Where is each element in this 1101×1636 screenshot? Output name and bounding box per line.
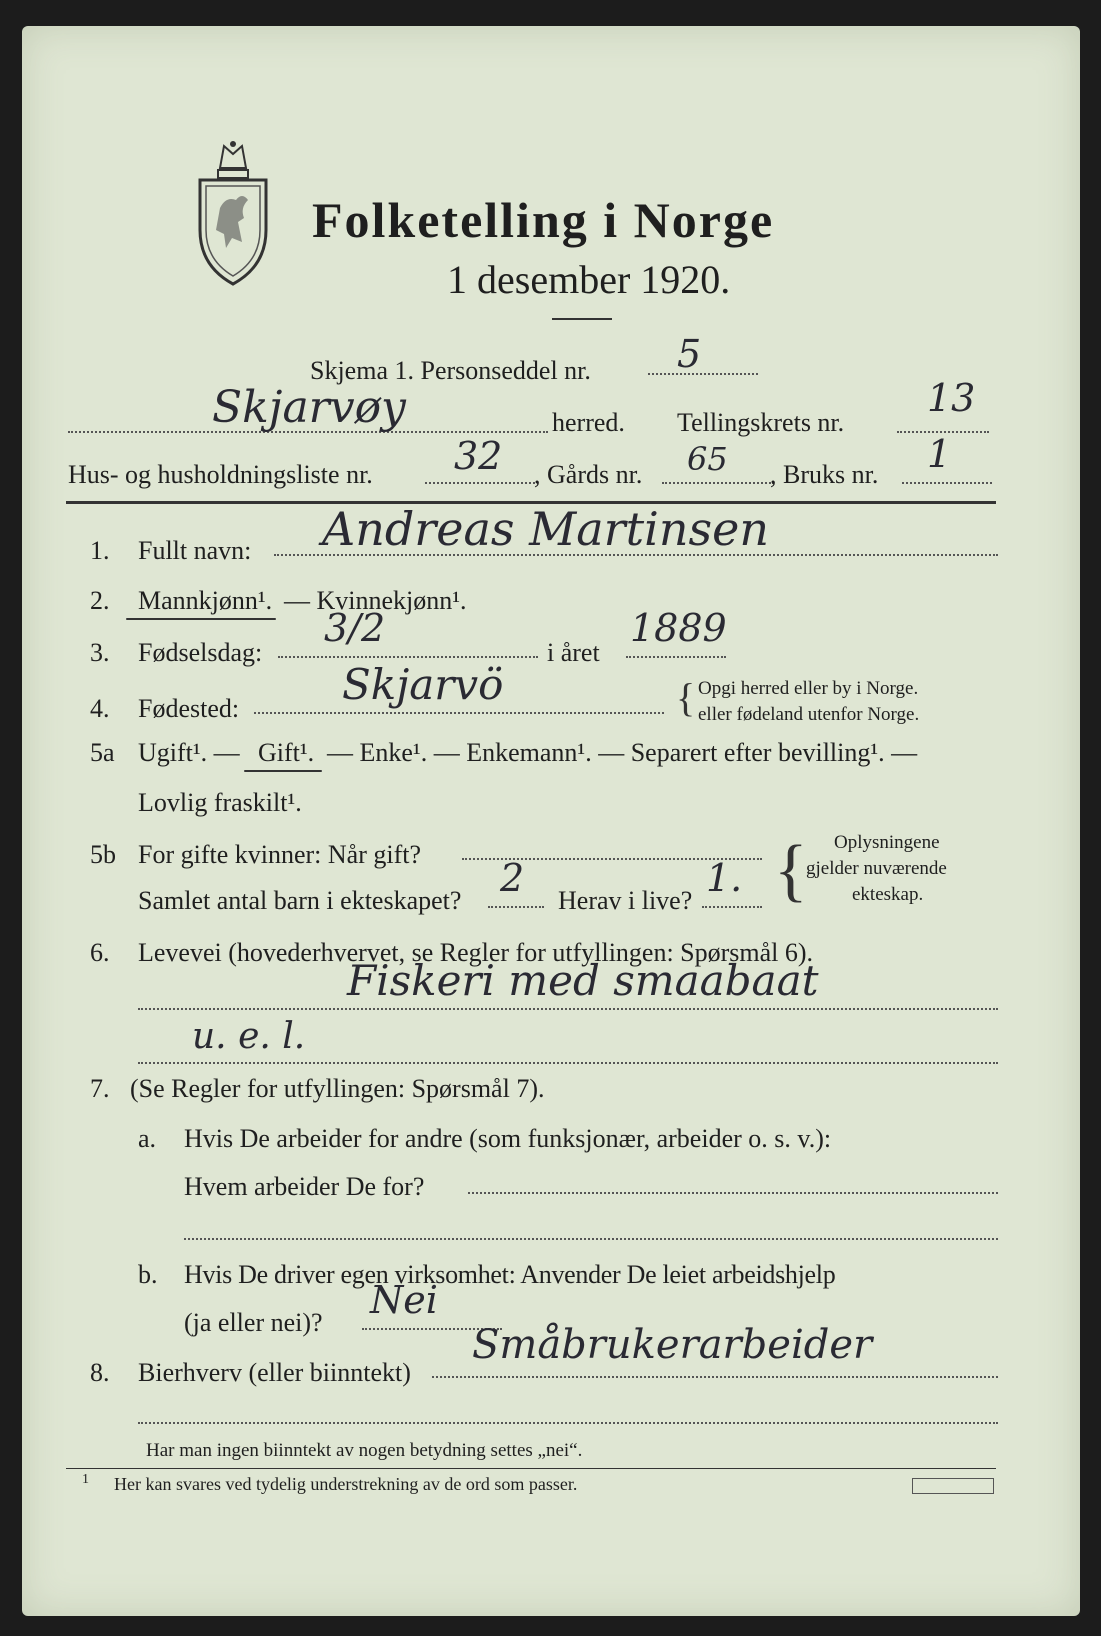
q4-number: 4. [90, 694, 110, 723]
no-income-note: Har man ingen biinntekt av nogen betydning settes „nei“. [146, 1440, 583, 1461]
q1-number: 1. [90, 536, 110, 565]
q3-number: 3. [90, 638, 110, 667]
form-title: Folketelling i Norge [312, 192, 775, 248]
male-underline-mark [126, 618, 276, 620]
birthplace-field[interactable]: Skjarvö [342, 660, 504, 709]
options-widow-separated[interactable]: — Enke¹. — Enkemann¹. — Separert efter bevilling¹. — [327, 738, 918, 767]
birth-year-field[interactable]: 1889 [630, 606, 727, 650]
printer-stamp [912, 1478, 994, 1494]
q8-number: 8. [90, 1358, 110, 1387]
employer-line-2[interactable] [184, 1238, 998, 1240]
footnote-text: Her kan svares ved tydelig understrekning av de ord som passer. [114, 1474, 578, 1494]
herred-label: herred. [552, 408, 625, 437]
farm-field-line [662, 482, 774, 484]
birthdate-line [278, 656, 538, 658]
alive-count-field[interactable]: 1. [706, 856, 743, 900]
schema-label: Skjema 1. Personseddel nr. [310, 356, 591, 385]
brace-icon: { [676, 675, 696, 720]
q6-number: 6. [90, 938, 110, 967]
side-income-label: Bierhverv (eller biinntekt) [138, 1358, 411, 1387]
children-label: Samlet antal barn i ekteskapet? [138, 886, 462, 915]
household-list-label: Hus- og husholdningsliste nr. [68, 460, 373, 489]
holding-number-field[interactable]: 1 [927, 432, 952, 476]
hired-help-label: (ja eller nei)? [184, 1308, 323, 1337]
holding-field-line [902, 482, 992, 484]
option-female[interactable]: — Kvinnekjønn¹. [284, 586, 467, 615]
birthdate-field[interactable]: 3/2 [324, 606, 386, 650]
q7-number: 7. [90, 1074, 110, 1103]
full-name-label: Fullt navn: [138, 536, 252, 565]
q5a-number: 5a [90, 738, 115, 767]
q5b-number: 5b [90, 840, 116, 869]
occupation-line-2 [138, 1062, 998, 1064]
q7a-letter: a. [138, 1124, 157, 1153]
occupation-label: Levevei (hovederhvervet, se Regler for utfyllingen: Spørsmål 6). [138, 938, 814, 967]
children-count-field[interactable]: 2 [500, 856, 525, 900]
q7b-letter: b. [138, 1260, 158, 1289]
q7-label: (Se Regler for utfyllingen: Spørsmål 7). [130, 1074, 545, 1103]
q7a-text: Hvis De arbeider for andre (som funksjonær, arbeider o. s. v.): [184, 1124, 832, 1153]
marriage-note-3: ekteskap. [852, 884, 924, 905]
footnote-divider [66, 1468, 996, 1469]
herred-field[interactable]: Skjarvøy [212, 382, 406, 433]
alive-line [702, 906, 762, 908]
side-income-field[interactable]: Småbrukerarbeider [472, 1322, 873, 1368]
option-male[interactable]: Mannkjønn¹. [138, 586, 273, 615]
q7b-text: Hvis De driver egen virksomhet: Anvender De leiet arbeidshjelp [184, 1260, 836, 1289]
side-income-line [432, 1376, 998, 1378]
household-list-number-field[interactable]: 32 [454, 434, 503, 478]
employer-line[interactable] [468, 1192, 998, 1194]
employer-label: Hvem arbeider De for? [184, 1172, 425, 1201]
marriage-note-1: Oplysningene [834, 832, 940, 853]
footnote-marker: 1 [82, 1472, 89, 1487]
farm-number-field[interactable]: 65 [687, 440, 728, 478]
birthplace-label: Fødested: [138, 694, 240, 723]
birth-year-line [626, 656, 726, 658]
hired-help-field[interactable]: Nei [370, 1278, 438, 1322]
q2-number: 2. [90, 586, 110, 615]
census-date: 1 desember 1920. [447, 257, 731, 302]
farm-number-label: , Gårds nr. [534, 460, 643, 489]
brace-icon: { [774, 832, 808, 909]
household-field-line [425, 482, 535, 484]
coat-of-arms-icon [190, 138, 276, 288]
occupation-field-line-2[interactable]: u. e. l. [192, 1016, 306, 1057]
schema-number-field[interactable]: 5 [677, 332, 702, 376]
option-unmarried[interactable]: Ugift¹. — [138, 738, 240, 767]
schema-field-line [648, 373, 758, 375]
birthplace-line [254, 712, 664, 714]
alive-label: Herav i live? [558, 886, 693, 915]
full-name-field[interactable]: Andreas Martinsen [322, 502, 769, 556]
married-underline-mark [244, 770, 322, 772]
option-divorced[interactable]: Lovlig fraskilt¹. [138, 788, 302, 817]
krets-number-field[interactable]: 13 [927, 376, 976, 420]
married-when-label: For gifte kvinner: Når gift? [138, 840, 422, 869]
birthplace-note-2: eller fødeland utenfor Norge. [698, 704, 920, 725]
birth-year-label: i året [547, 638, 600, 667]
title-divider [552, 318, 612, 320]
children-line [488, 906, 544, 908]
side-income-line-2[interactable] [138, 1422, 998, 1424]
occupation-line-1 [138, 1008, 998, 1010]
holding-number-label: , Bruks nr. [770, 460, 879, 489]
option-married[interactable]: Gift¹. [258, 738, 315, 767]
occupation-field-line-1[interactable]: Fiskeri med smaabaat [347, 956, 819, 1005]
census-form [22, 26, 1080, 1616]
krets-label: Tellingskrets nr. [677, 408, 845, 437]
marriage-note-2: gjelder nuværende [806, 858, 947, 879]
birthdate-label: Fødselsdag: [138, 638, 263, 667]
birthplace-note-1: Opgi herred eller by i Norge. [698, 678, 919, 699]
